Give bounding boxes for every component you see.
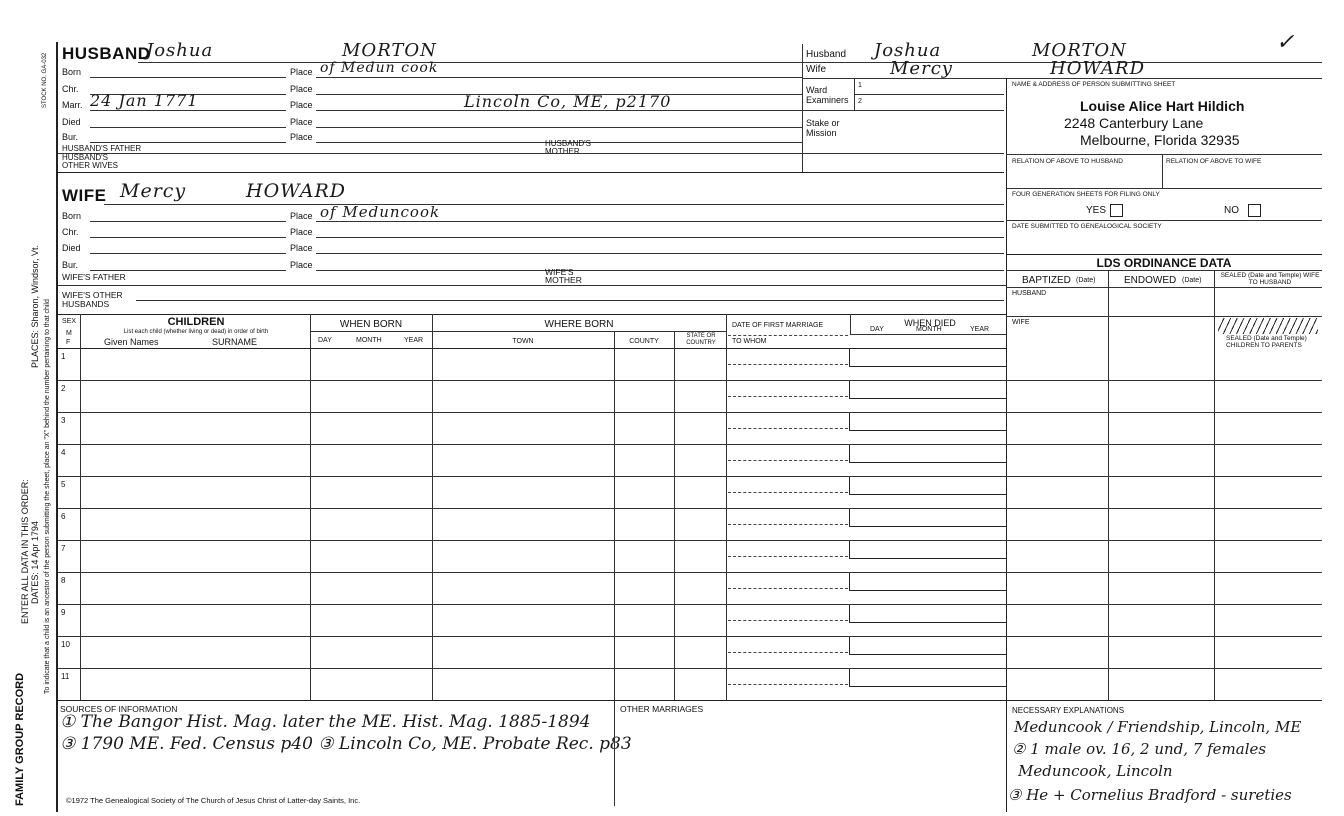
child-row-number: 7 [61, 544, 66, 553]
state-country-label: STATE OR COUNTRY [686, 333, 716, 346]
col-sex-divider [80, 314, 81, 700]
child-when-died-cell[interactable] [849, 349, 1007, 367]
husbands-father-label: HUSBAND'S FATHER [62, 144, 142, 153]
other-marriages-divider [614, 700, 615, 806]
no-label: NO [1224, 205, 1239, 216]
wife-born-place: of Meduncook [320, 203, 441, 221]
other-marriages-label: OTHER MARRIAGES [620, 704, 704, 714]
wife-bur-line[interactable] [90, 270, 286, 271]
born-day-label: DAY [318, 337, 332, 344]
lds-row-line [1006, 476, 1322, 477]
where-born-label: WHERE BORN [544, 319, 614, 330]
wife-died-label: Died [62, 243, 81, 253]
submitter-bottom-line [1006, 154, 1322, 155]
husband-marr-label: Marr. [62, 100, 83, 110]
sex-f: F [66, 339, 71, 346]
child-row-number: 5 [61, 480, 66, 489]
children-subtitle: List each child (whether living or dead) in order of birth [123, 329, 269, 335]
wifes-mother-label: WIFE'S MOTHER [545, 267, 582, 285]
four-gen-bottom-line [1006, 220, 1322, 221]
ward-husband-label: Husband [806, 49, 847, 60]
child-when-died-cell[interactable] [849, 445, 1007, 463]
col-town-divider [614, 331, 615, 700]
town-label: TOWN [512, 338, 534, 345]
wife-chr-label: Chr. [62, 227, 79, 237]
child-when-died-cell[interactable] [849, 605, 1007, 623]
wife-died-place-line[interactable] [316, 253, 1004, 254]
child-marriage-dash [728, 492, 848, 493]
explanation-line-3: Meduncook, Lincoln [1018, 762, 1173, 780]
ward-label: Ward [806, 85, 828, 95]
child-when-died-cell[interactable] [849, 637, 1007, 655]
child-row-number: 1 [61, 352, 66, 361]
ward-bottom-line [802, 110, 1004, 111]
ward-wife-given: Mercy [890, 58, 953, 79]
wife-section-bottom [58, 314, 1006, 315]
col-whenborn-divider [432, 314, 433, 700]
dates-label: DATES: 14 Apr 1794 [30, 521, 40, 604]
mission-label: Mission [806, 128, 837, 138]
child-when-died-cell[interactable] [849, 509, 1007, 527]
child-marriage-dash [728, 460, 848, 461]
sources-line-1: ① The Bangor Hist. Mag. later the ME. Hist. Mag. 1885-1894 [60, 712, 591, 732]
lds-row-line [1006, 668, 1322, 669]
lds-header-line [1006, 287, 1322, 288]
child-marriage-dash [728, 652, 848, 653]
first-marriage-label: DATE OF FIRST MARRIAGE [732, 322, 824, 329]
col-wherebor-divider [726, 314, 727, 700]
when-died-sub-line [850, 334, 1006, 335]
sources-top-line [58, 700, 1322, 701]
husbands-mother-label: HUSBAND'S MOTHER [545, 139, 591, 156]
husband-born-place-label: Place [290, 67, 313, 77]
wife-bur-place-line[interactable] [316, 270, 1004, 271]
county-label: COUNTY [629, 338, 659, 345]
child-when-died-cell[interactable] [849, 477, 1007, 495]
children-title: CHILDREN [167, 316, 225, 328]
lds-endowed-date: (Date) [1182, 277, 1202, 284]
stock-number: STOCK NO. GA-032 [42, 52, 48, 108]
lds-endowed: ENDOWED [1124, 275, 1177, 286]
child-marriage-dash [728, 428, 848, 429]
when-died-label: WHEN DIED [904, 318, 956, 328]
lds-title-line [1006, 270, 1322, 271]
child-row-number: 4 [61, 448, 66, 457]
relation-to-husband-label: RELATION OF ABOVE TO HUSBAND [1012, 158, 1123, 165]
wife-chr-place-label: Place [290, 227, 313, 237]
husband-born-line[interactable] [90, 77, 286, 78]
child-marriage-dash [728, 524, 848, 525]
no-checkbox[interactable] [1248, 204, 1261, 217]
husband-section-bottom [58, 172, 1004, 173]
col-county-divider [674, 331, 675, 700]
children-surname-label: SURNAME [212, 337, 258, 347]
lds-husband-label: HUSBAND [1012, 290, 1047, 297]
lds-title: LDS ORDINANCE DATA [1096, 256, 1232, 270]
husband-name-line [138, 62, 802, 63]
husband-chr-place-label: Place [290, 84, 313, 94]
child-row-number: 11 [61, 672, 70, 681]
child-marriage-dash [728, 396, 848, 397]
child-when-died-cell[interactable] [849, 381, 1007, 399]
lds-row-line [1006, 444, 1322, 445]
explanation-line-2: ② 1 male ov. 16, 2 und, 7 females [1012, 740, 1267, 758]
submitter-city: Melbourne, Florida 32935 [1080, 132, 1240, 148]
child-marriage-dash [728, 620, 848, 621]
born-year-label: YEAR [404, 337, 424, 344]
lds-sealed-children: SEALED (Date and Temple) CHILDREN TO PARENTS [1226, 335, 1307, 349]
explanation-line-1: Meduncook / Friendship, Lincoln, ME [1014, 718, 1302, 736]
ward-wife-surname: HOWARD [1050, 58, 1146, 79]
wife-bur-place-label: Place [290, 260, 313, 270]
examiner-1: 1 [858, 82, 862, 89]
stake-label: Stake or [806, 118, 840, 128]
copyright-notice: ©1972 The Genealogical Society of The Church of Jesus Christ of Latter-day Saints, Inc. [66, 796, 361, 805]
husband-died-place-line[interactable] [316, 127, 802, 128]
wife-died-line[interactable] [90, 253, 286, 254]
lds-row-line [1006, 380, 1322, 381]
given-names-label: Given Names [104, 337, 159, 347]
yes-checkbox[interactable] [1110, 204, 1123, 217]
lds-row-line [1006, 572, 1322, 573]
lds-row-line [1006, 508, 1322, 509]
relation-to-wife-label: RELATION OF ABOVE TO WIFE [1166, 158, 1262, 165]
husband-marr-place: Lincoln Co, ME, p2170 [464, 92, 672, 111]
husband-surname: MORTON [342, 40, 437, 61]
four-gen-label: FOUR GENERATION SHEETS FOR FILING ONLY [1012, 191, 1160, 198]
lds-row-line [1006, 636, 1322, 637]
lds-baptized-date: (Date) [1076, 277, 1096, 284]
ward-wife-label: Wife [806, 64, 826, 75]
born-month-label: MONTH [356, 337, 382, 344]
child-marriage-dash [728, 684, 848, 685]
when-born-label: WHEN BORN [339, 319, 403, 330]
date-submitted-label: DATE SUBMITTED TO GENEALOGICAL SOCIETY [1012, 223, 1162, 230]
husbands-other-wives-label: HUSBAND'S OTHER WIVES [62, 153, 119, 170]
form-left-border [56, 42, 58, 812]
relation-divider [1162, 154, 1163, 188]
examiner-1-line[interactable] [854, 94, 1004, 95]
wife-chr-line[interactable] [90, 237, 286, 238]
wife-born-place-line[interactable] [316, 221, 1004, 222]
sources-label: SOURCES OF INFORMATION [60, 704, 178, 714]
husband-marr-place-line[interactable] [316, 110, 802, 111]
wifes-other-husbands-label: WIFE'S OTHER HUSBANDS [62, 290, 123, 309]
enter-all-data-label: ENTER ALL DATA IN THIS ORDER: [20, 479, 30, 624]
first-marriage-dash [728, 335, 848, 336]
lds-row-line [1006, 540, 1322, 541]
family-group-record-title: FAMILY GROUP RECORD [14, 672, 26, 806]
husband-parents-line [58, 153, 1004, 154]
date-submitted-bottom-line [1006, 254, 1322, 255]
submitter-street: 2248 Canterbury Lane [1064, 115, 1204, 131]
explanations-label: NECESSARY EXPLANATIONS [1012, 706, 1125, 715]
husband-bur-label: Bur. [62, 132, 79, 142]
child-row-number: 3 [61, 416, 66, 425]
wife-name-line [104, 204, 1004, 205]
child-when-died-cell[interactable] [849, 669, 1007, 687]
child-marriage-dash [728, 588, 848, 589]
ward-husband-surname: MORTON [1032, 40, 1127, 61]
wife-born-label: Born [62, 211, 82, 221]
wife-chr-place-line[interactable] [316, 237, 1004, 238]
examiners-label: Examiners [806, 95, 849, 105]
lds-wife-label: WIFE [1012, 319, 1030, 326]
submitter-name: Louise Alice Hart Hildich [1080, 98, 1245, 114]
husband-born-label: Born [62, 67, 82, 77]
lds-sealed-wife: SEALED (Date and Temple) WIFE TO HUSBAND [1220, 272, 1320, 286]
husband-died-place-label: Place [290, 117, 313, 127]
husband-bur-line[interactable] [90, 142, 286, 143]
ward-box-left-border [802, 44, 803, 172]
wife-parents-line [58, 285, 1006, 286]
child-when-died-cell[interactable] [849, 573, 1007, 591]
examiner-2: 2 [858, 98, 862, 105]
child-ancestor-instruction: To indicate that a child is an ancestor of the person submitting the sheet, place an "X" behind the number pertaining to that child [44, 299, 51, 694]
died-year-label: YEAR [970, 326, 990, 333]
wife-born-line[interactable] [90, 221, 286, 222]
husband-marr-date: 24 Jan 1771 [90, 91, 199, 110]
husband-born-place: of Medun cook [320, 60, 439, 76]
husband-given-name: Joshua [146, 40, 214, 61]
child-row-number: 10 [61, 640, 70, 649]
child-row-number: 2 [61, 384, 66, 393]
husband-died-label: Died [62, 117, 81, 127]
wife-given-name: Mercy [120, 180, 187, 202]
husband-chr-label: Chr. [62, 84, 79, 94]
ward-wife-line [802, 78, 1322, 79]
wife-other-husbands-line[interactable] [136, 300, 1004, 301]
lds-husband-line [1006, 316, 1322, 317]
col-whendied-header-divider [850, 314, 851, 334]
lds-hatched-box [1218, 318, 1318, 334]
child-row-number: 6 [61, 512, 66, 521]
husband-born-place-line[interactable] [316, 77, 802, 78]
child-when-died-cell[interactable] [849, 413, 1007, 431]
child-marriage-dash [728, 364, 848, 365]
husband-died-line[interactable] [90, 127, 286, 128]
places-label: PLACES: Sharon, Windsor, Vt. [30, 244, 40, 368]
husband-bur-place-label: Place [290, 132, 313, 142]
explanation-line-4: ③ He + Cornelius Bradford - sureties [1008, 786, 1292, 804]
child-when-died-cell[interactable] [849, 541, 1007, 559]
when-where-sub-line [310, 331, 726, 332]
lds-row-line [1006, 412, 1322, 413]
wife-label: WIFE [62, 186, 107, 205]
yes-label: YES [1086, 205, 1107, 216]
wife-surname: HOWARD [246, 180, 346, 202]
sex-label: SEX [62, 318, 77, 325]
submitter-label: NAME & ADDRESS OF PERSON SUBMITTING SHEET [1012, 81, 1176, 88]
ward-husband-given: Joshua [874, 40, 942, 61]
husband-marr-line[interactable] [90, 110, 286, 111]
verified-checkmark: ✓ [1276, 30, 1296, 55]
lds-baptized: BAPTIZED [1022, 275, 1071, 286]
child-marriage-dash [728, 556, 848, 557]
husband-label: HUSBAND [62, 44, 151, 63]
wife-born-place-label: Place [290, 211, 313, 221]
wife-bur-label: Bur. [62, 260, 79, 270]
died-day-label: DAY [870, 326, 884, 333]
sex-m: M [66, 330, 72, 337]
sources-line-2: ③ 1790 ME. Fed. Census p40 ③ Lincoln Co, ME. Probate Rec. p83 [60, 734, 632, 754]
child-row-number: 8 [61, 576, 66, 585]
wife-died-place-label: Place [290, 243, 313, 253]
lds-row-line [1006, 604, 1322, 605]
to-whom-label: TO WHOM [732, 338, 767, 345]
died-month-label: MONTH [916, 326, 942, 333]
husband-marr-place-label: Place [290, 100, 313, 110]
wifes-father-label: WIFE'S FATHER [62, 272, 126, 282]
col-children-divider [310, 314, 311, 700]
child-row-number: 9 [61, 608, 66, 617]
relation-bottom-line [1006, 188, 1322, 189]
